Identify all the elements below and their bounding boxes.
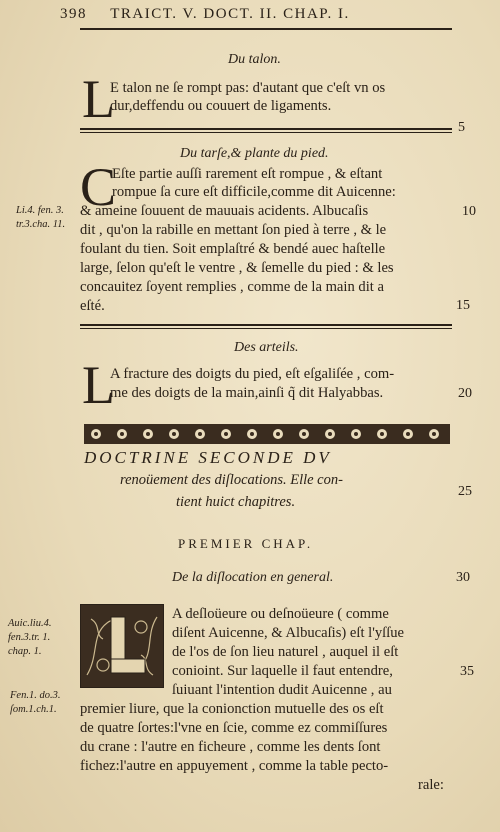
doctrine-subtitle: tient huict chapitres. [176,494,296,510]
section-rule-thin [80,132,452,133]
text-line: diſent Auicenne, & Albucaſis) eſt l'yſſue [172,625,405,641]
line-number: 15 [456,298,470,313]
text-line: conioint. Sur laquelle il faut entendre, [172,663,393,679]
text-line: fichez:l'autre en appuyement , comme la table pecto- [80,758,389,774]
text-line: dit , qu'on la rabille en mettant ſon pied à terre , & le [80,222,387,238]
text-line: rale: [418,777,444,793]
line-number: 20 [458,386,472,401]
margin-note: fen.3.tr. 1. [8,632,51,643]
line-number: 30 [456,570,470,585]
line-number: 35 [460,664,474,679]
margin-note: Auic.liu.4. [8,618,52,629]
text-line: A fracture des doigts du pied, eſt eſgaliſée , com- [110,366,395,382]
text-line: large, ſelon qu'eſt le ventre , & ſemelle du pied : & les [80,260,394,276]
heading-du-talon: Du talon. [228,52,281,67]
text-line: ſuiuant l'intention dudit Auicenne , au [172,682,392,698]
text-line: du crane : l'autre en ficheure , comme les dents ſont [80,739,381,755]
chapter-label: PREMIER CHAP. [178,536,314,551]
dropcap-l-2: L [82,355,115,415]
text-line: de l'os de ſon lieu naturel , auquel il eſt [172,644,399,660]
margin-note: Fen.1. do.3. [10,690,61,701]
running-header [60,6,350,23]
text-line: premier liure, que la conionction mutuelle des os eſt [80,701,384,717]
header-rule [80,28,452,30]
section-rule [80,324,452,326]
page-number: 398 [60,6,87,22]
text-line: foulant du tien. Soit emplaſtré & bendé auec haſtelle [80,241,386,257]
margin-note: ſom.1.ch.1. [10,704,57,715]
margin-note: tr.3.cha. 11. [16,219,66,230]
text-line: Eſte partie auſſi rarement eſt rompue , & eſtant [112,166,383,182]
doctrine-title: DOCTRINE SECONDE DV [84,448,332,467]
running-title: TRAICT. V. DOCT. II. CHAP. I. [110,6,350,22]
text-line: dur,deffendu ou couuert de ligaments. [110,98,332,114]
doctrine-subtitle: renoüement des diſlocations. Elle con- [120,472,343,488]
text-line: me des doigts de la main,ainſi q̃ dit Halyabbas. [110,385,384,401]
heading-des-arteils: Des arteils. [234,340,299,355]
text-line: de quatre ſortes:l'vne en ſcie, comme ez commiſſures [80,720,388,736]
dropcap-l-1: L [82,69,115,129]
text-line: E talon ne ſe rompt pas: d'autant que c'eſt vn os [110,80,386,96]
line-number: 25 [458,484,472,499]
dropcap-c: C [80,157,117,217]
line-number: 5 [458,120,465,135]
text-line: & ameine ſouuent de mauuais acidents. Albucaſis [80,203,369,219]
illuminated-initial [80,604,164,688]
ornament-band [84,424,450,444]
text-line: A deſloüeure ou deſnoüeure ( comme [172,606,389,622]
text-line: concauitez ſoyent remplies , comme de la main dit a [80,279,384,295]
text-line: eſté. [80,298,105,314]
heading-du-tarse: Du tarſe,& plante du pied. [180,146,329,161]
chapter-heading: De la diſlocation en general. [172,570,334,585]
line-number: 10 [462,204,476,219]
section-rule [80,128,452,130]
floral-ornament-icon [81,605,163,687]
margin-note: Li.4. fen. 3. [16,205,64,216]
section-rule-thin [80,328,452,329]
text-line: rompue ſa cure eſt difficile,comme dit Auicenne: [112,184,396,200]
margin-note: chap. 1. [8,646,42,657]
